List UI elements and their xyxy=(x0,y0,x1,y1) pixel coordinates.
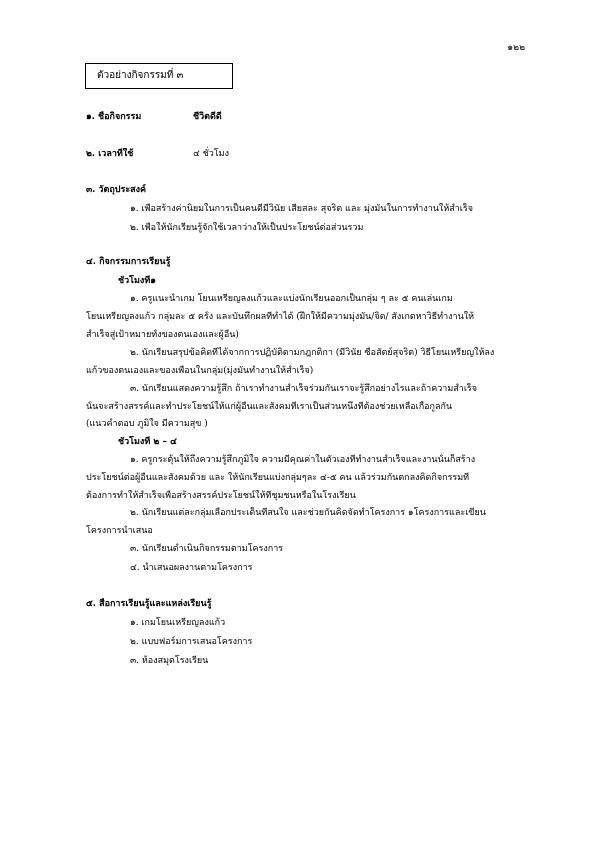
hour-1-heading: ชั่วโมงที่๑ xyxy=(118,276,156,286)
paragraph-line: โยนเหรียญลงแก้ว กลุ่มละ ๕ ครั้ง และบันทึกผลที่ทำได้ (ฝึกให้มีความมุ่งมั่น/จิต/ สังเกตหาวิธีทำงานให้ xyxy=(86,312,475,322)
paragraph-line: ๒. นักเรียนแต่ละกลุ่มเลือกประเด็นที่สนใจ และช่วยกันคิดจัดทำโครงการ ๑โครงการและเขียน xyxy=(130,508,486,518)
paragraph-line: ๔. นำเสนอผลงานตามโครงการ xyxy=(130,563,253,573)
resource-item: ๓. ห้องสมุดโรงเรียน xyxy=(130,656,209,666)
objective-item: ๒. เพื่อให้นักเรียนรู้จักใช้เวลาว่างให้เป็นประโยชน์ต่อส่วนรวม xyxy=(130,223,364,233)
duration-value: ๔ ชั่วโมง xyxy=(193,149,229,159)
paragraph-line: (แนวคำตอบ ภูมิใจ มีความสุข ) xyxy=(86,419,208,429)
paragraph-line: ๒. นักเรียนสรุปข้อคิดที่ได้จากการปฏิบัติตามกฎกติกา (มีวินัย ซื่อสัตย์สุจริต) วิธีโยนเหรียญให้ลง xyxy=(130,348,495,358)
section-2-label: ๒. เวลาที่ใช้ xyxy=(86,149,134,159)
paragraph-line: ประโยชน์ต่อผู้อื่นและสังคมด้วย และ ให้นักเรียนแบ่งกลุ่มๆละ ๔-๕ คน แล้วร่วมกันตกลงคิดกิจกรรมที่ xyxy=(86,473,470,483)
paragraph-line: ต้องการทำให้สำเร็จเพื่อสร้างสรรค์ประโยชน์ให้ที่ชุมชนหรือในโรงเรียน xyxy=(86,491,356,501)
section-4-label: ๔. กิจกรรมการเรียนรู้ xyxy=(86,257,171,267)
activity-title-box: ตัวอย่างกิจกรรมที่ ๓ xyxy=(85,63,233,89)
paragraph-line: ๓. นักเรียนแสดงความรู้สึก ถ้าเราทำงานสำเร็จร่วมกันเราจะรู้สึกอย่างไรและถ้าความสำเร็จ xyxy=(130,384,478,394)
paragraph-line: ๓. นักเรียนดำเนินกิจกรรมตามโครงการ xyxy=(130,544,284,554)
paragraph-line: โครงการนำเสนอ xyxy=(86,526,153,536)
resource-item: ๑. เกมโยนเหรียญลงแก้ว xyxy=(130,618,226,628)
section-3-label: ๓. วัตถุประสงค์ xyxy=(86,185,147,195)
section-5-label: ๕. สื่อการเรียนรู้และแหล่งเรียนรู้ xyxy=(86,599,212,609)
resource-item: ๒. แบบฟอร์มการเสนอโครงการ xyxy=(130,637,253,647)
hour-2-4-heading: ชั่วโมงที่ ๒ – ๔ xyxy=(118,437,177,447)
paragraph-line: นั้นจะสร้างสรรค์และทำประโยชน์ให้แก่ผู้อื่นและสังคมที่เราเป็นส่วนหนึ่งที่ต้องช่วยเหลือเกื้อกูลกัน xyxy=(86,402,453,412)
objective-item: ๑. เพื่อสร้างค่านิยมในการเป็นคนดีมีวินัย เสียสละ สุจริต และ มุ่งมั่นในการทำงานให้สำเร็จ xyxy=(130,204,473,214)
activity-name-value: ชีวิตดีดี xyxy=(193,112,222,122)
paragraph-line: ๑. ครูกระตุ้นให้ถึงความรู้สึกภูมิใจ ความมีคุณค่าในตัวเองที่ทำงานสำเร็จและงานนั้นก็สร้าง xyxy=(130,455,476,465)
page-number: ๑๒๒ xyxy=(507,43,525,53)
section-1-label: ๑. ชื่อกิจกรรม xyxy=(86,112,142,122)
paragraph-line: สำเร็จสู่เป้าหมายทั้งของตนเองและผู้อื่น) xyxy=(86,330,239,340)
paragraph-line: ๑. ครูแนะนำเกม โยนเหรียญลงแก้วและแบ่งนักเรียนออกเป็นกลุ่ม ๆ ละ ๕ คนเล่นเกม xyxy=(130,294,453,304)
paragraph-line: แก้วของตนเองและของเพื่อนในกลุ่ม(มุ่งมั่นทำงานให้สำเร็จ) xyxy=(86,366,314,376)
